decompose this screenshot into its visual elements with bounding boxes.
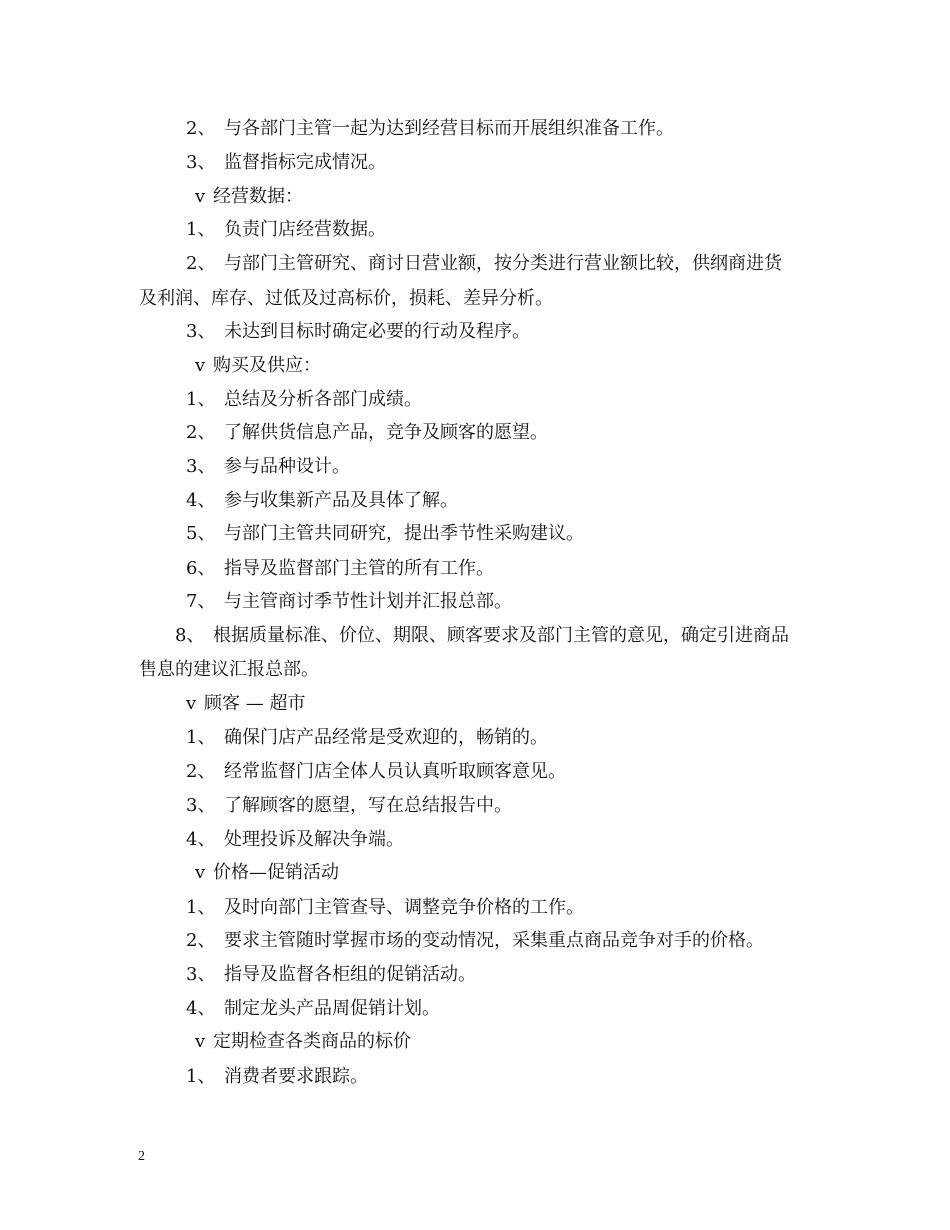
list-text: 未达到目标时确定必要的行动及程序。 [224, 321, 530, 342]
list-item [186, 963, 476, 987]
list-item [186, 522, 584, 546]
list-item [186, 1065, 368, 1089]
list-number: 2、 [186, 761, 216, 782]
bullet-v: v [195, 1031, 206, 1052]
list-text: 与部门主管研究、商讨日营业额，按分类进行营业额比较，供纲商进货 [224, 253, 782, 274]
list-text: 指导及监督各柜组的促销活动。 [224, 964, 476, 985]
list-number: 3、 [186, 456, 216, 477]
list-item [186, 726, 548, 750]
list-number: 8、 [175, 625, 205, 646]
list-text: 及利润、库存、过低及过高标价，损耗、差异分析。 [139, 288, 553, 309]
list-text: 经常监督门店全体人员认真听取顾客意见。 [224, 761, 566, 782]
list-number: 2、 [186, 422, 216, 443]
list-text: 指导及监督部门主管的所有工作。 [224, 558, 494, 579]
list-number: 1、 [186, 389, 216, 410]
bullet-v: v [195, 186, 206, 207]
section-heading [195, 1030, 411, 1054]
list-text: 与各部门主管一起为达到经营目标而开展组织准备工作。 [224, 118, 674, 139]
list-item [175, 624, 789, 648]
list-text: 制定龙头产品周促销计划。 [224, 998, 440, 1019]
list-item [186, 896, 584, 920]
section-heading-text: 经营数据： [213, 186, 303, 207]
list-text: 参与收集新产品及具体了解。 [224, 490, 458, 511]
list-number: 1、 [186, 897, 216, 918]
list-item [186, 794, 512, 818]
list-number: 4、 [186, 829, 216, 850]
list-text: 了解顾客的愿望，写在总结报告中。 [224, 795, 512, 816]
section-heading [195, 354, 321, 378]
list-text: 售息的建议汇报总部。 [139, 659, 319, 680]
list-number: 3、 [186, 321, 216, 342]
list-number: 7、 [186, 591, 216, 612]
list-item [186, 828, 404, 852]
list-text: 负责门店经营数据。 [224, 219, 386, 240]
section-heading-text: 价格—促销活动 [213, 862, 339, 883]
list-item [186, 252, 782, 276]
list-number: 1、 [186, 219, 216, 240]
list-number: 3、 [186, 152, 216, 173]
section-heading-text: 定期检查各类商品的标价 [213, 1031, 411, 1052]
list-number: 4、 [186, 490, 216, 511]
page-number: 2 [138, 1149, 145, 1164]
list-number: 4、 [186, 998, 216, 1019]
list-item [186, 489, 458, 513]
bullet-v: v [195, 355, 206, 376]
list-item-continuation [139, 658, 319, 682]
list-item [186, 455, 350, 479]
list-text: 参与品种设计。 [224, 456, 350, 477]
list-item [186, 218, 386, 242]
list-item-continuation [139, 287, 553, 311]
list-item [186, 117, 674, 141]
list-text: 及时向部门主管查导、调整竞争价格的工作。 [224, 897, 584, 918]
section-heading-text: 购买及供应： [213, 355, 321, 376]
list-number: 3、 [186, 795, 216, 816]
bullet-v: v [186, 693, 197, 714]
list-text: 与部门主管共同研究，提出季节性采购建议。 [224, 523, 584, 544]
list-item [186, 421, 548, 445]
list-item [186, 151, 386, 175]
list-text: 确保门店产品经常是受欢迎的，畅销的。 [224, 727, 548, 748]
list-number: 3、 [186, 964, 216, 985]
list-text: 与主管商讨季节性计划并汇报总部。 [224, 591, 512, 612]
list-item [186, 388, 422, 412]
list-number: 2、 [186, 253, 216, 274]
list-number: 5、 [186, 523, 216, 544]
section-heading-text: 顾客 — 超市 [204, 693, 306, 714]
list-text: 消费者要求跟踪。 [224, 1066, 368, 1087]
list-text: 处理投诉及解决争端。 [224, 829, 404, 850]
list-item [186, 590, 512, 614]
section-heading [195, 185, 303, 209]
list-item [186, 929, 764, 953]
list-number: 1、 [186, 727, 216, 748]
list-item [186, 997, 440, 1021]
list-item [186, 760, 566, 784]
list-number: 2、 [186, 930, 216, 951]
list-text: 监督指标完成情况。 [224, 152, 386, 173]
list-number: 6、 [186, 558, 216, 579]
list-number: 2、 [186, 118, 216, 139]
list-text: 总结及分析各部门成绩。 [224, 389, 422, 410]
list-text: 了解供货信息产品，竞争及顾客的愿望。 [224, 422, 548, 443]
list-text: 根据质量标准、价位、期限、顾客要求及部门主管的意见，确定引进商品 [213, 625, 789, 646]
list-text: 要求主管随时掌握市场的变动情况，采集重点商品竞争对手的价格。 [224, 930, 764, 951]
bullet-v: v [195, 862, 206, 883]
section-heading [195, 861, 339, 885]
section-heading [186, 692, 305, 716]
list-item [186, 320, 530, 344]
list-number: 1、 [186, 1066, 216, 1087]
list-item [186, 557, 494, 581]
